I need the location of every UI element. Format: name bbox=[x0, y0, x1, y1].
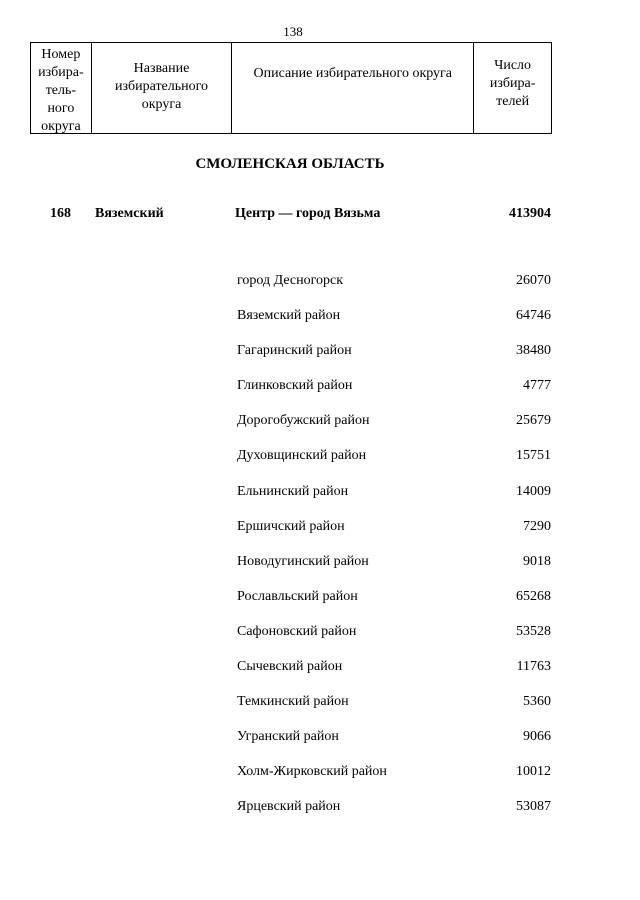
subdivision-name: Ершичский район bbox=[237, 518, 345, 534]
list-item bbox=[0, 554, 640, 589]
subdivision-voters: 5360 bbox=[523, 694, 551, 710]
subdivision-name: Вяземский район bbox=[237, 308, 341, 324]
subdivision-voters: 64746 bbox=[516, 308, 551, 324]
subdivision-name: Духовщинский район bbox=[237, 448, 367, 464]
district-number: 168 bbox=[50, 206, 71, 221]
subdivision-voters: 38480 bbox=[516, 343, 551, 359]
subdivision-voters: 9018 bbox=[523, 553, 551, 569]
subdivision-name: Холм-Жирковский район bbox=[237, 764, 387, 780]
subdivision-name: Рославльский район bbox=[237, 588, 358, 604]
subdivision-name: Темкинский район bbox=[237, 694, 349, 710]
district-voters: 413904 bbox=[509, 206, 551, 221]
subdivision-voters: 26070 bbox=[516, 273, 551, 288]
subdivision-voters: 11763 bbox=[516, 659, 551, 675]
subdivision-name: Сафоновский район bbox=[237, 623, 357, 639]
header-district-name: Название избирательного округа bbox=[92, 43, 232, 133]
header-district-number: Номер избира- тель- ного округа bbox=[31, 43, 92, 133]
subdivision-name: Ярцевский район bbox=[237, 799, 341, 815]
list-item bbox=[0, 729, 640, 764]
subdivision-voters: 65268 bbox=[516, 588, 551, 604]
subdivision-name: Сычевский район bbox=[237, 659, 343, 675]
header-district-description: Описание избирательного округа bbox=[232, 43, 474, 133]
subdivision-voters: 25679 bbox=[516, 413, 551, 429]
subdivision-name: Дорогобужский район bbox=[237, 413, 370, 429]
subdivision-voters: 10012 bbox=[516, 764, 551, 780]
subdivision-voters: 7290 bbox=[523, 518, 551, 534]
table-header bbox=[30, 42, 552, 134]
list-item bbox=[0, 799, 640, 834]
subdivision-voters: 4777 bbox=[523, 378, 551, 394]
list-item bbox=[0, 659, 640, 694]
list-item bbox=[0, 448, 640, 483]
list-item bbox=[0, 343, 640, 378]
subdivision-voters: 9066 bbox=[523, 729, 551, 745]
list-item bbox=[0, 519, 640, 554]
subdivision-voters: 53528 bbox=[516, 623, 551, 639]
list-item bbox=[0, 694, 640, 729]
subdivision-name: Ельнинский район bbox=[237, 483, 349, 499]
list-item bbox=[0, 589, 640, 624]
region-title: СМОЛЕНСКАЯ ОБЛАСТЬ bbox=[195, 156, 385, 172]
list-item bbox=[0, 273, 640, 308]
subdivision-voters: 15751 bbox=[516, 448, 551, 464]
subdivision-name: Угранский район bbox=[237, 729, 339, 745]
district-name: Вяземский bbox=[95, 206, 164, 221]
subdivision-name: Гагаринский район bbox=[237, 343, 352, 359]
list-item bbox=[0, 624, 640, 659]
subdivision-name: город Десногорск bbox=[237, 273, 344, 288]
list-item bbox=[0, 484, 640, 519]
list-item bbox=[0, 378, 640, 413]
header-voter-count: Число избира- телей bbox=[489, 58, 536, 109]
subdivision-list bbox=[0, 273, 640, 835]
district-center: Центр — город Вязьма bbox=[235, 206, 381, 221]
district-row bbox=[0, 206, 640, 226]
list-item bbox=[0, 413, 640, 448]
subdivision-name: Новодугинский район bbox=[237, 553, 369, 569]
list-item bbox=[0, 764, 640, 799]
page-number: 138 bbox=[283, 24, 303, 39]
subdivision-name: Глинковский район bbox=[237, 378, 353, 394]
list-item bbox=[0, 308, 640, 343]
subdivision-voters: 53087 bbox=[516, 799, 551, 815]
subdivision-voters: 14009 bbox=[516, 483, 551, 499]
